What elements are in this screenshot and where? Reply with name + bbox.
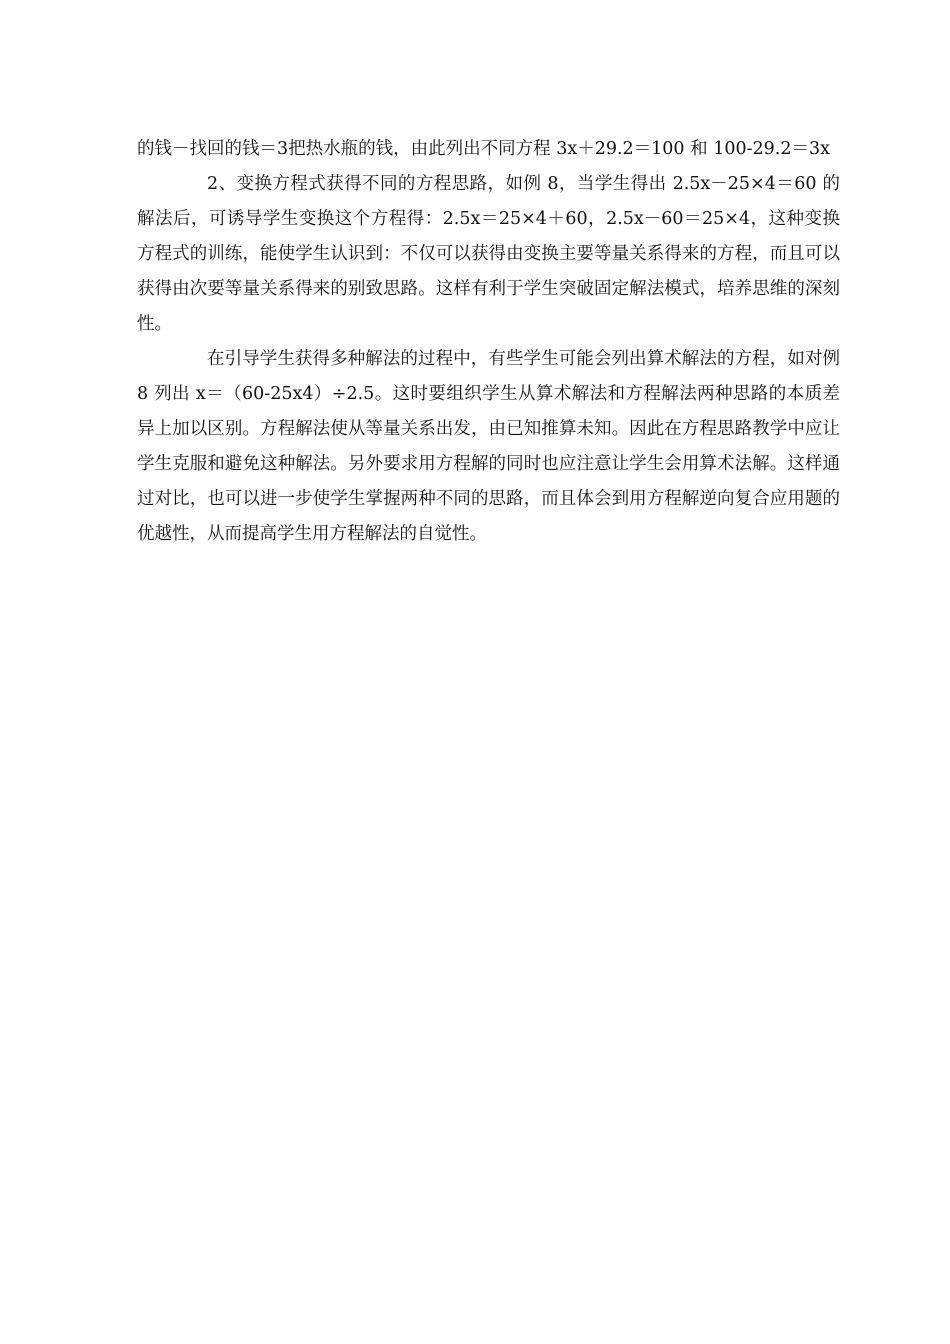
paragraph-arithmetic-vs-equation: 在引导学生获得多种解法的过程中，有些学生可能会列出算术解法的方程，如对例 8 列出 x＝（60-25x4）÷2.5。这时要组织学生从算术解法和方程解法两种思路的本质差异上加以区别。方程解法使从等量关系出发，由已知推算未知。因此在方程思路教学中应让学生克服和避免这种解法。另外要求用方程解的同时也应注意让学生会用算术法解。这样通过对比，也可以进一步使学生掌握两种不同的思路，而且体会到用方程解逆向复合应用题的优越性，从而提高学生用方程解法的自觉性。: [137, 349, 840, 544]
paragraph-continuation: 的钱－找回的钱＝3把热水瓶的钱，由此列出不同方程 3x＋29.2＝100 和 100-29.2＝3x: [137, 139, 830, 159]
paragraph-transform-equations: 2、变换方程式获得不同的方程思路，如例 8，当学生得出 2.5x－25×4＝60 的解法后，可诱导学生变换这个方程得：2.5x＝25×4＋60，2.5x－60＝25×4，这种变换方程式的训练，能使学生认识到：不仅可以获得由变换主要等量关系得来的方程，而且可以获得由次要等量关系得来的别致思路。这样有利于学生突破固定解法模式，培养思维的深刻性。: [137, 174, 840, 334]
document-body: [137, 132, 840, 552]
